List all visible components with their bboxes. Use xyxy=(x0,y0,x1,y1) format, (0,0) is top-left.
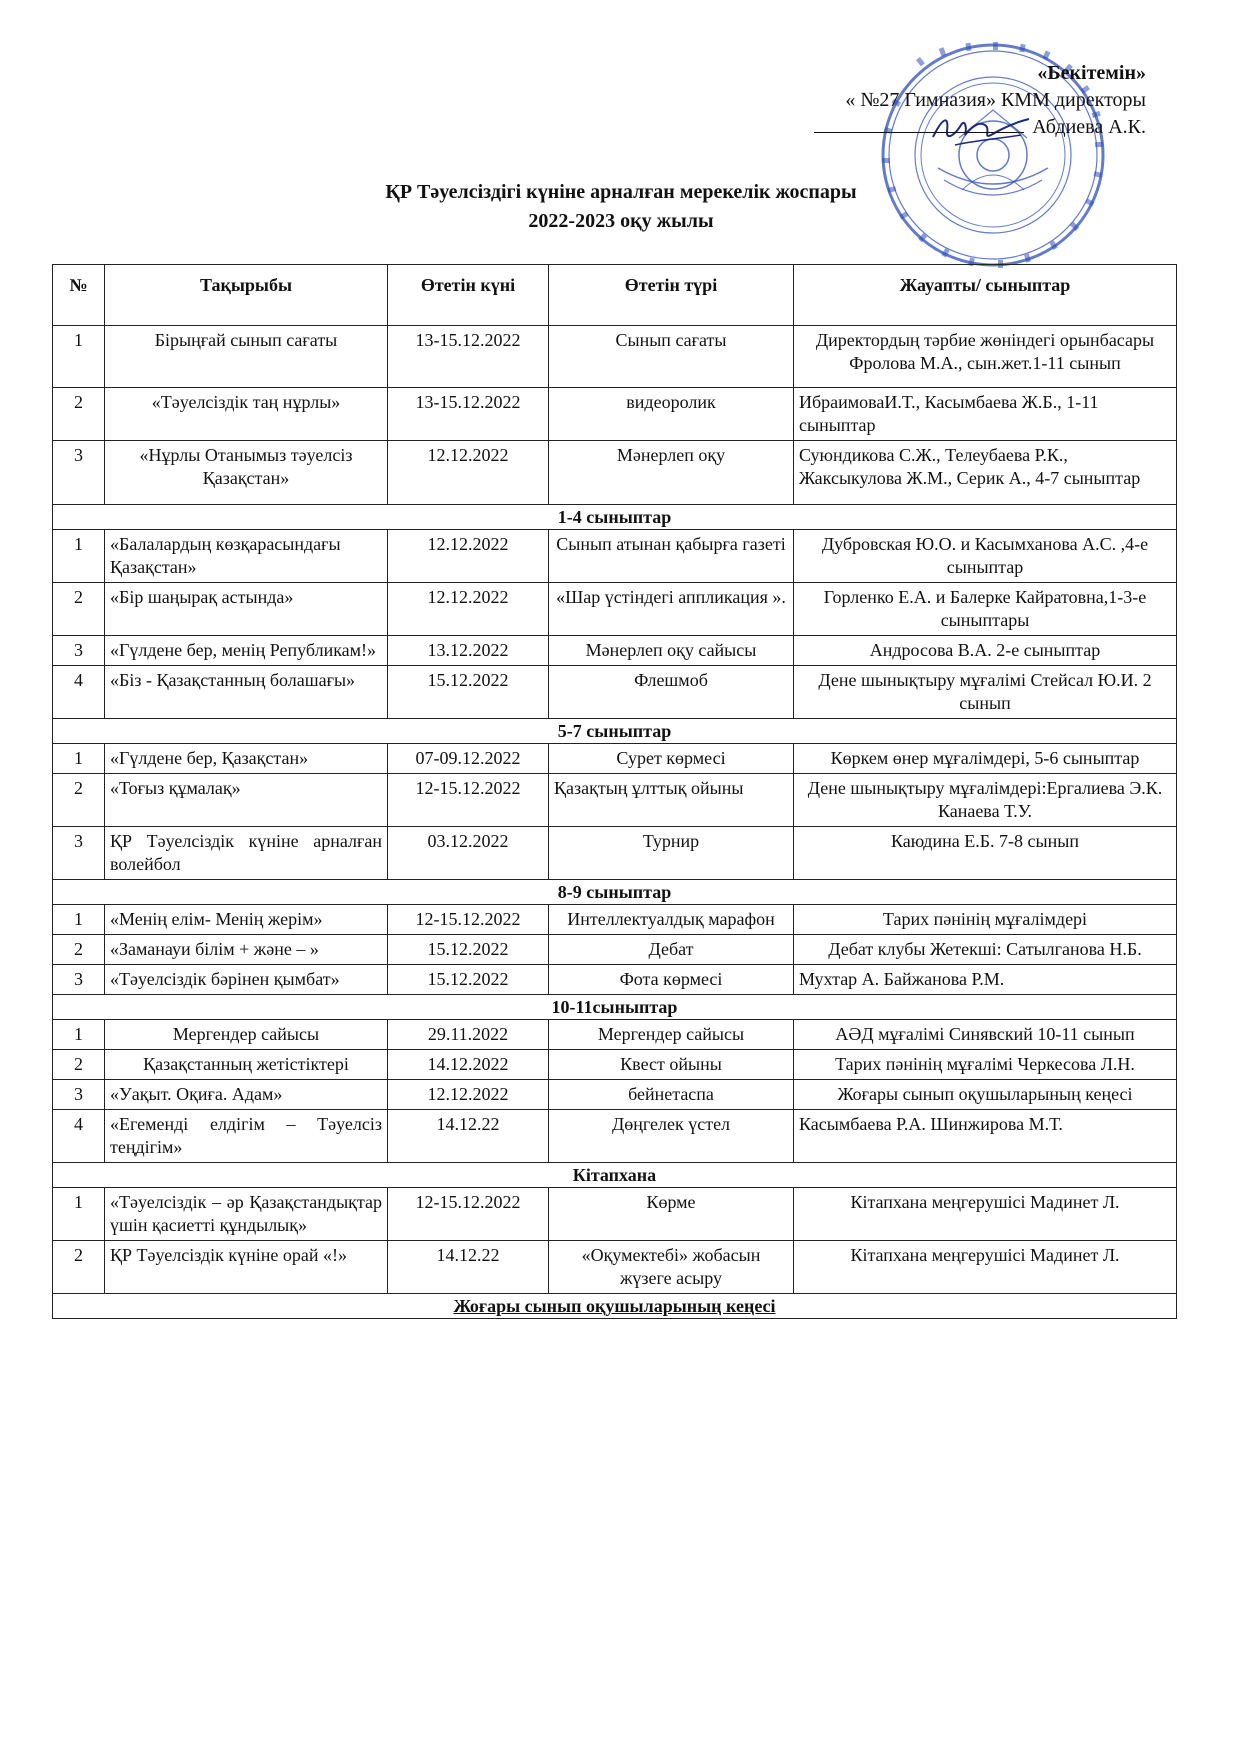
row-date: 15.12.2022 xyxy=(388,965,549,995)
row-topic: «Біз - Қазақстанның болашағы» xyxy=(105,666,388,719)
row-type: Квест ойыны xyxy=(549,1050,794,1080)
row-number: 2 xyxy=(53,774,105,827)
row-type: Көрме xyxy=(549,1188,794,1241)
row-responsible: Дебат клубы Жетекші: Сатылганова Н.Б. xyxy=(794,935,1177,965)
row-type: Мергендер сайысы xyxy=(549,1020,794,1050)
table-row xyxy=(53,583,1177,636)
section-title: 8-9 сыныптар xyxy=(53,880,1177,905)
row-number: 1 xyxy=(53,744,105,774)
row-type: Флешмоб xyxy=(549,666,794,719)
row-type: «Оқумектебі» жобасын жүзеге асыру xyxy=(549,1241,794,1294)
row-date: 12.12.2022 xyxy=(388,583,549,636)
row-responsible: Дубровская Ю.О. и Касымханова А.С. ,4-е сыныптар xyxy=(794,530,1177,583)
row-type: Қазақтың ұлттық ойыны xyxy=(549,774,794,827)
row-responsible: Суюндикова С.Ж., Телеубаева Р.К., Жаксыкулова Ж.М., Серик А., 4-7 сыныптар xyxy=(794,441,1177,505)
row-type: Дебат xyxy=(549,935,794,965)
row-number: 1 xyxy=(53,1020,105,1050)
section-header-row xyxy=(53,719,1177,744)
row-responsible: Андросова В.А. 2-е сыныптар xyxy=(794,636,1177,666)
row-type: Турнир xyxy=(549,827,794,880)
row-date: 12-15.12.2022 xyxy=(388,774,549,827)
table-row xyxy=(53,1188,1177,1241)
page-title xyxy=(0,178,1242,236)
section-title: 5-7 сыныптар xyxy=(53,719,1177,744)
row-responsible: Кітапхана меңгерушісі Мадинет Л. xyxy=(794,1188,1177,1241)
row-type: бейнетаспа xyxy=(549,1080,794,1110)
row-number: 1 xyxy=(53,530,105,583)
row-type: Сурет көрмесі xyxy=(549,744,794,774)
section-title: Кітапхана xyxy=(53,1163,1177,1188)
row-date: 13.12.2022 xyxy=(388,636,549,666)
row-topic: «Гүлдене бер, Қазақстан» xyxy=(105,744,388,774)
row-topic: Мергендер сайысы xyxy=(105,1020,388,1050)
row-date: 14.12.22 xyxy=(388,1110,549,1163)
row-topic: Қазақстанның жетістіктері xyxy=(105,1050,388,1080)
row-date: 14.12.2022 xyxy=(388,1050,549,1080)
row-number: 4 xyxy=(53,1110,105,1163)
row-responsible: Тарих пәнінің мұғалімдері xyxy=(794,905,1177,935)
row-date: 14.12.22 xyxy=(388,1241,549,1294)
approval-heading: «Бекітемін» xyxy=(1037,62,1146,84)
title-line-1: ҚР Тәуелсіздігі күніне арналған мерекелік жоспары xyxy=(385,181,857,203)
row-number: 4 xyxy=(53,666,105,719)
row-responsible: Жоғары сынып оқушыларының кеңесі xyxy=(794,1080,1177,1110)
table-body xyxy=(53,326,1177,1319)
table-row xyxy=(53,774,1177,827)
approval-block xyxy=(814,60,1146,141)
table-row xyxy=(53,388,1177,441)
table-row xyxy=(53,666,1177,719)
table-header-row xyxy=(53,265,1177,326)
header-number: № xyxy=(53,265,105,326)
row-date: 12-15.12.2022 xyxy=(388,1188,549,1241)
row-responsible: Мухтар А. Байжанова Р.М. xyxy=(794,965,1177,995)
row-responsible: Дене шынықтыру мұғалімдері:Ергалиева Э.К. Канаева Т.У. xyxy=(794,774,1177,827)
section-header-row xyxy=(53,995,1177,1020)
row-type: Интеллектуалдық марафон xyxy=(549,905,794,935)
table-row xyxy=(53,744,1177,774)
row-number: 3 xyxy=(53,636,105,666)
header-date: Өтетін күні xyxy=(388,265,549,326)
section-title: 10-11сыныптар xyxy=(53,995,1177,1020)
row-date: 29.11.2022 xyxy=(388,1020,549,1050)
table-row xyxy=(53,965,1177,995)
row-type: Фота көрмесі xyxy=(549,965,794,995)
row-type: видеоролик xyxy=(549,388,794,441)
row-topic: «Уақыт. Оқиға. Адам» xyxy=(105,1080,388,1110)
header-topic: Тақырыбы xyxy=(105,265,388,326)
row-topic: «Заманауи білім + және – » xyxy=(105,935,388,965)
approval-director-title: « №27 Гимназия» КММ директоры xyxy=(845,89,1146,111)
row-topic: Бірыңғай сынып сағаты xyxy=(105,326,388,388)
row-date: 12.12.2022 xyxy=(388,441,549,505)
row-number: 2 xyxy=(53,388,105,441)
row-number: 2 xyxy=(53,583,105,636)
row-number: 1 xyxy=(53,326,105,388)
row-topic: ҚР Тәуелсіздік күніне орай «!» xyxy=(105,1241,388,1294)
section-title: Жоғары сынып оқушыларының кеңесі xyxy=(53,1294,1177,1319)
table-row xyxy=(53,1110,1177,1163)
section-header-row xyxy=(53,1163,1177,1188)
row-date: 07-09.12.2022 xyxy=(388,744,549,774)
row-topic: «Тәуелсіздік – әр Қазақстандықтар үшін қасиетті құндылық» xyxy=(105,1188,388,1241)
row-date: 03.12.2022 xyxy=(388,827,549,880)
row-responsible: ИбраимоваИ.Т., Касымбаева Ж.Б., 1-11 сыныптар xyxy=(794,388,1177,441)
row-number: 2 xyxy=(53,1050,105,1080)
table-row xyxy=(53,1241,1177,1294)
row-number: 2 xyxy=(53,935,105,965)
title-line-2: 2022-2023 оқу жылы xyxy=(528,210,714,232)
table-row xyxy=(53,1050,1177,1080)
row-date: 12-15.12.2022 xyxy=(388,905,549,935)
row-responsible: Дене шынықтыру мұғалімі Стейсал Ю.И. 2 сынып xyxy=(794,666,1177,719)
row-type: Мәнерлеп оқу сайысы xyxy=(549,636,794,666)
table-row xyxy=(53,441,1177,505)
row-topic: «Балалардың көзқарасындағы Қазақстан» xyxy=(105,530,388,583)
row-number: 3 xyxy=(53,1080,105,1110)
approval-signature-line xyxy=(814,114,1146,141)
row-number: 3 xyxy=(53,441,105,505)
row-date: 12.12.2022 xyxy=(388,530,549,583)
row-topic: «Тәуелсіздік бәрінен қымбат» xyxy=(105,965,388,995)
row-topic: «Тәуелсіздік таң нұрлы» xyxy=(105,388,388,441)
row-topic: «Нұрлы Отанымыз тәуелсіз Қазақстан» xyxy=(105,441,388,505)
row-date: 15.12.2022 xyxy=(388,666,549,719)
row-responsible: Кітапхана меңгерушісі Мадинет Л. xyxy=(794,1241,1177,1294)
row-responsible: Каюдина Е.Б. 7-8 сынып xyxy=(794,827,1177,880)
row-type: Мәнерлеп оқу xyxy=(549,441,794,505)
row-date: 15.12.2022 xyxy=(388,935,549,965)
row-responsible: Касымбаева Р.А. Шинжирова М.Т. xyxy=(794,1110,1177,1163)
header-type: Өтетін түрі xyxy=(549,265,794,326)
row-topic: ҚР Тәуелсіздік күніне арналған волейбол xyxy=(105,827,388,880)
table-row xyxy=(53,1020,1177,1050)
table-row xyxy=(53,827,1177,880)
row-number: 3 xyxy=(53,827,105,880)
table-row xyxy=(53,935,1177,965)
row-responsible: Горленко Е.А. и Балерке Кайратовна,1-3-е сыныптары xyxy=(794,583,1177,636)
approval-director-name: Абдиева А.К. xyxy=(1032,116,1146,138)
row-responsible: Директордың тәрбие жөніндегі орынбасары Фролова М.А., сын.жет.1-11 сынып xyxy=(794,326,1177,388)
signature-underline xyxy=(814,114,1024,133)
row-responsible: АӘД мұғалімі Синявский 10-11 сынып xyxy=(794,1020,1177,1050)
table-row xyxy=(53,530,1177,583)
row-topic: «Егеменді елдігім – Тәуелсіз теңдігім» xyxy=(105,1110,388,1163)
event-plan-table xyxy=(52,264,1177,1319)
table-row xyxy=(53,1080,1177,1110)
section-title: 1-4 сыныптар xyxy=(53,505,1177,530)
row-topic: «Гүлдене бер, менің Републикам!» xyxy=(105,636,388,666)
row-number: 1 xyxy=(53,905,105,935)
section-header-row xyxy=(53,505,1177,530)
row-type: Дөңгелек үстел xyxy=(549,1110,794,1163)
table-row xyxy=(53,326,1177,388)
section-header-row xyxy=(53,1294,1177,1319)
row-number: 1 xyxy=(53,1188,105,1241)
row-topic: «Тоғыз құмалақ» xyxy=(105,774,388,827)
row-type: Сынып сағаты xyxy=(549,326,794,388)
row-date: 12.12.2022 xyxy=(388,1080,549,1110)
row-topic: «Менің елім- Менің жерім» xyxy=(105,905,388,935)
row-type: Сынып атынан қабырға газеті xyxy=(549,530,794,583)
row-date: 13-15.12.2022 xyxy=(388,388,549,441)
row-responsible: Көркем өнер мұғалімдері, 5-6 сыныптар xyxy=(794,744,1177,774)
header-responsible: Жауапты/ сыныптар xyxy=(794,265,1177,326)
row-date: 13-15.12.2022 xyxy=(388,326,549,388)
table-row xyxy=(53,905,1177,935)
row-number: 3 xyxy=(53,965,105,995)
section-header-row xyxy=(53,880,1177,905)
row-number: 2 xyxy=(53,1241,105,1294)
table-row xyxy=(53,636,1177,666)
row-type: «Шар үстіндегі аппликация ». xyxy=(549,583,794,636)
row-responsible: Тарих пәнінің мұғалімі Черкесова Л.Н. xyxy=(794,1050,1177,1080)
row-topic: «Бір шаңырақ астында» xyxy=(105,583,388,636)
